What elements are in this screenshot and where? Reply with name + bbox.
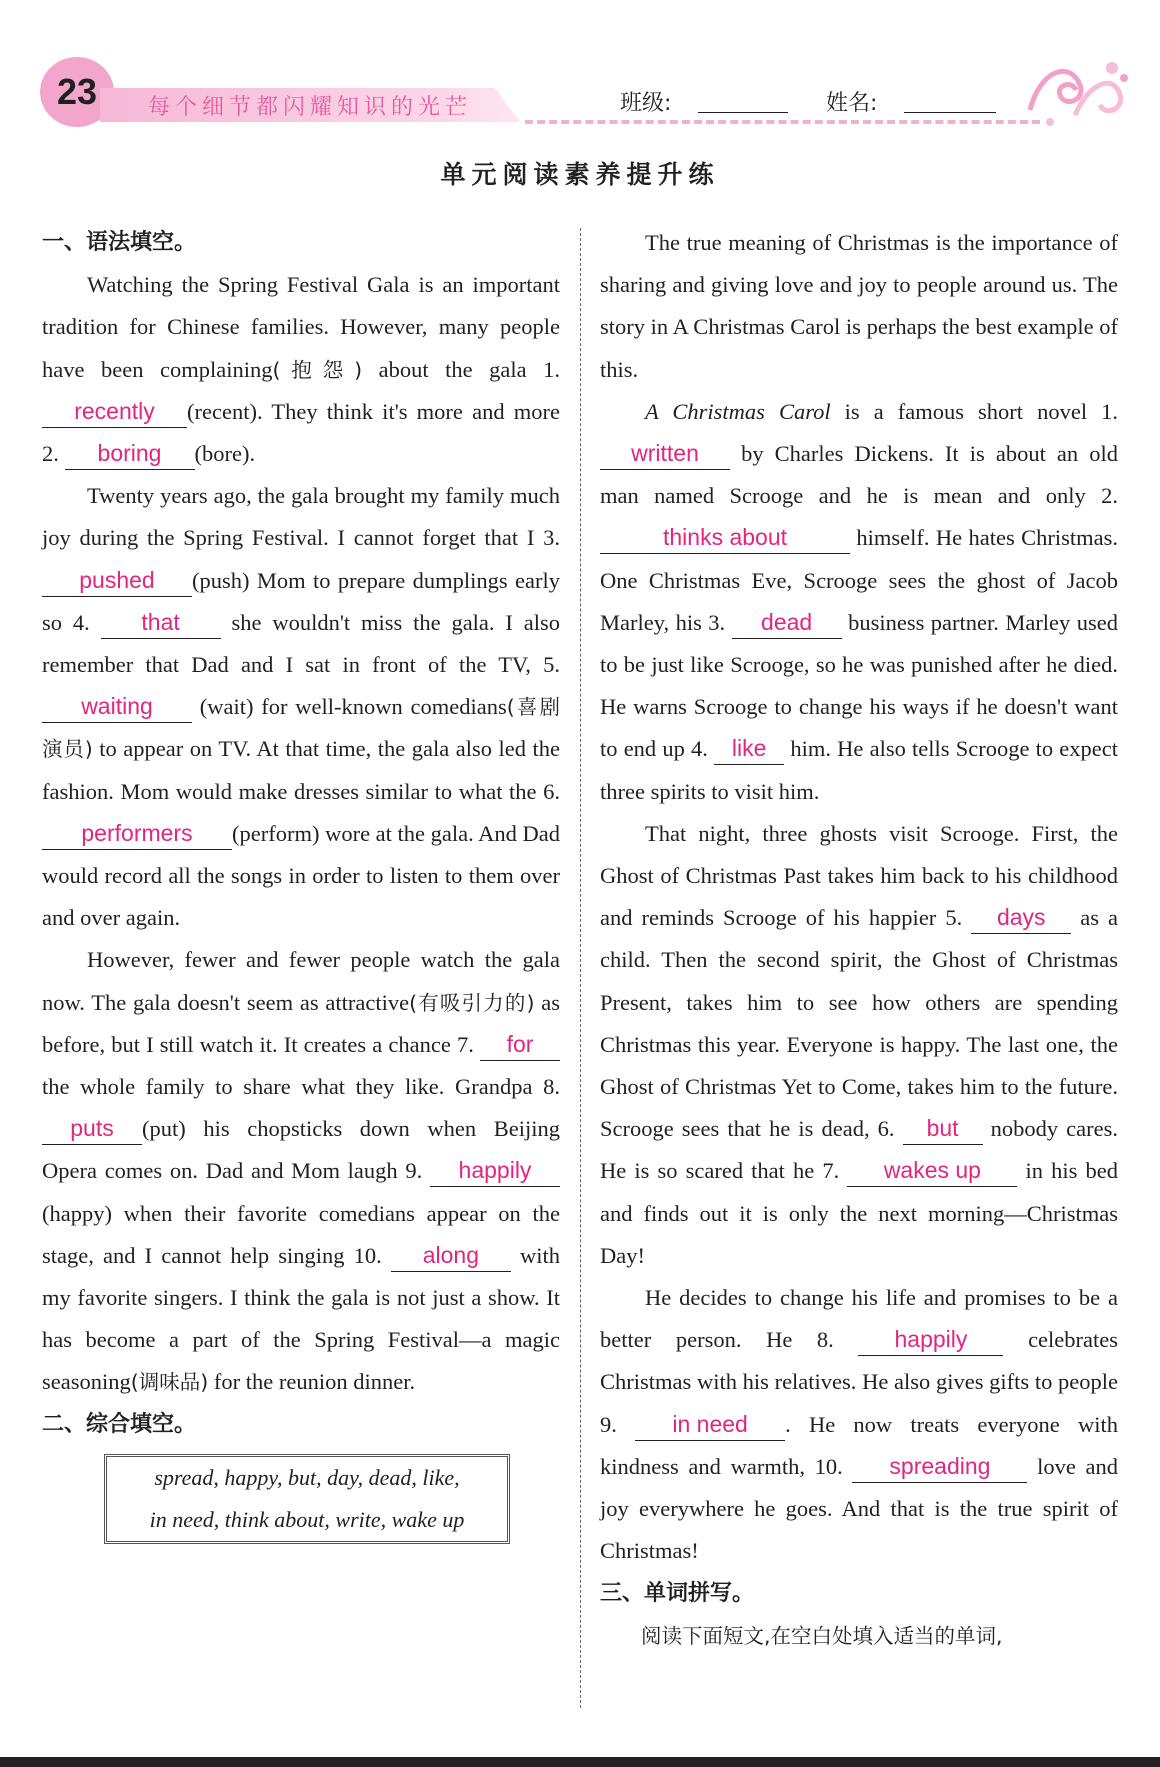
answer-blank-1[interactable]: recently [42, 396, 187, 428]
name-field[interactable] [904, 112, 996, 113]
answer-blank-5[interactable]: waiting [42, 691, 192, 723]
answer-blank-8[interactable]: puts [42, 1113, 142, 1145]
answer-blank-2[interactable]: boring [65, 438, 195, 470]
passage-2-paragraph-1: The true meaning of Christmas is the importance of sharing and giving love and joy to people around us. The story in A Christmas Carol is perhaps the best example of this. [600, 230, 1118, 382]
answer-blank-7[interactable]: for [480, 1029, 560, 1061]
passage-2-paragraph-2: A Christmas Carol is a famous short novel 1. written by Charles Dickens. It is about an old man named Scrooge and he is mean and only 2. thinks about himself. He hates Christmas. One Christmas Eve, Scrooge sees the ghost of Jacob Marley, his 3. dead business partner. Marley used to be just like Scrooge, so he was punished after he died. He warns Scrooge to change his ways if he doesn't want to end up 4. like him. He also tells Scrooge to expect three spirits to visit him. [600, 398, 1119, 804]
word-bank-box [104, 1454, 510, 1544]
passage-2-paragraph-4: He decides to change his life and promises to be a better person. He 8. happily celebrates Christmas with his relatives. He also gives gifts to people 9. in need . He now treats everyone with kindness and warmth, 10. spreading love and joy everywhere he goes. And that is the true spirit of Christmas! [600, 1285, 1119, 1564]
answer-blank-2-1[interactable]: written [600, 438, 730, 470]
answer-blank-6[interactable]: performers [42, 818, 232, 850]
word-bank-line-2: in need, think about, write, wake up [149, 1506, 465, 1532]
answer-blank-4[interactable]: that [101, 607, 221, 639]
passage-1-paragraph-1: Watching the Spring Festival Gala is an important tradition for Chinese families. However, many people have been complaining(抱怨) about the gala 1. recently (recent). They think it's more and more 2. boring (bore). [42, 264, 560, 475]
page-number: 23 [56, 71, 98, 112]
answer-blank-2-10[interactable]: spreading [852, 1451, 1027, 1483]
answer-blank-9[interactable]: happily [430, 1155, 560, 1187]
class-label: 班级: [620, 91, 672, 116]
left-column [42, 222, 560, 1544]
section-2-heading: 二、综合填空。 [42, 1411, 197, 1437]
name-label: 姓名: [826, 91, 878, 116]
answer-blank-2-7[interactable]: wakes up [847, 1155, 1017, 1187]
section-3-heading: 三、单词拼写。 [600, 1580, 755, 1606]
passage-1-paragraph-2: Twenty years ago, the gala brought my family much joy during the Spring Festival. I cannot forget that I 3. pushed (push) Mom to prepare dumplings early so 4. that she wouldn't miss the gala. I also remember that Dad and I sat in front of the TV, 5. waiting (wait) for well-known comedians(喜剧演员) to appear on TV. At that time, the gala also led the fashion. Mom would make dresses similar to what the 6. performers (perform) wore at the gala. And Dad would record all the songs in order to listen to them over and over again. [42, 483, 561, 931]
passage-1-paragraph-3: However, fewer and fewer people watch the gala now. The gala doesn't seem as attractive(有吸引力的) as before, but I still watch it. It creates a chance 7. for the whole family to share what they like. Grandpa 8. puts (put) his chopsticks down when Beijing Opera comes on. Dad and Mom laugh 9. happily(happy) when their favorite comedians appear on the stage, and I cannot help singing 10. along with my favorite singers. I think the gala is not just a show. It has become a part of the Spring Festival—a magic seasoning(调味品) for the reunion dinner. [42, 947, 561, 1395]
section-1-heading: 一、语法填空。 [42, 230, 197, 255]
answer-blank-2-9[interactable]: in need [635, 1409, 785, 1441]
answer-blank-2-2[interactable]: thinks about [600, 522, 850, 554]
answer-blank-2-3[interactable]: dead [732, 607, 842, 639]
header-slogan: 每个细节都闪耀知识的光芒 [148, 95, 473, 120]
answer-blank-2-5[interactable]: days [971, 902, 1071, 934]
bottom-edge-bar [0, 1757, 1160, 1767]
page-title: 单元阅读素养提升练 [440, 160, 720, 189]
answer-blank-2-6[interactable]: but [903, 1113, 983, 1145]
answer-blank-3[interactable]: pushed [42, 565, 192, 597]
passage-2-paragraph-3: That night, three ghosts visit Scrooge. First, the Ghost of Christmas Past takes him back to his childhood and reminds Scrooge of his happier 5. days as a child. Then the second spirit, the Ghost of Christmas Present, takes him to see how others are spending Christmas this year. Everyone is happy. The last one, the Ghost of Christmas Yet to Come, takes him to the future. Scrooge sees that he is dead, 6. but nobody cares. He is so scared that he 7. wakes up in his bed and finds out it is only the next morning—Christmas Day! [600, 820, 1119, 1268]
column-divider [580, 228, 581, 1708]
right-column [600, 222, 1118, 1657]
section-3-instruction: 阅读下面短文,在空白处填入适当的单词, [641, 1623, 1003, 1648]
answer-blank-10[interactable]: along [391, 1240, 511, 1272]
answer-blank-2-4[interactable]: like [714, 733, 784, 765]
flourish-ornament-icon [1020, 50, 1130, 130]
header-dashed-line [525, 120, 1040, 124]
class-field[interactable] [698, 112, 788, 113]
word-bank-line-1: spread, happy, but, day, dead, like, [154, 1464, 460, 1490]
answer-blank-2-8[interactable]: happily [858, 1324, 1003, 1356]
